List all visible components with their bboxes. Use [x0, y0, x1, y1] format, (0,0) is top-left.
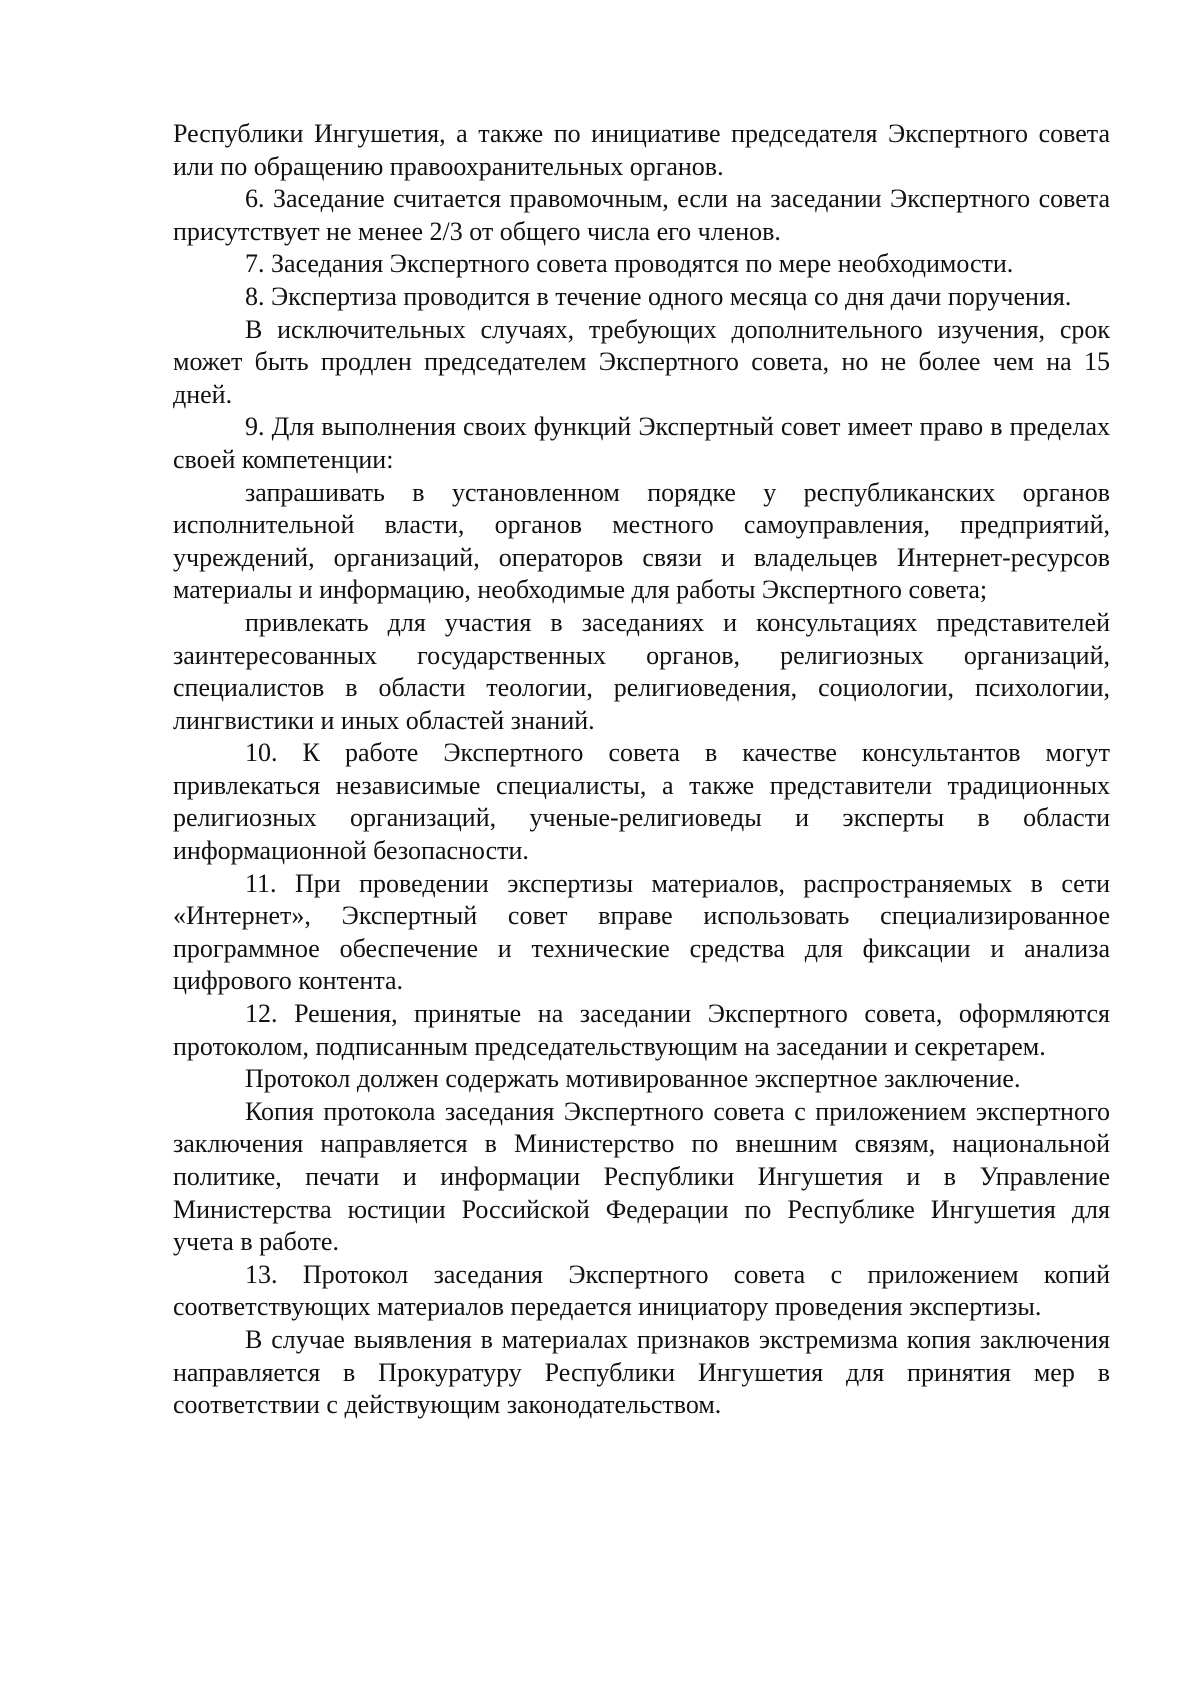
paragraph-item-8-extension: В исключительных случаях, требующих дополнительного изучения, срок может быть продлен председателем Экспертного совета, но не более чем на 15 дней.: [173, 314, 1110, 409]
paragraph-item-9: 9. Для выполнения своих функций Экспертный совет имеет право в пределах своей компетенции:: [173, 412, 1110, 474]
paragraph-item-6: 6. Заседание считается правомочным, если на заседании Экспертного совета присутствует не менее 2/3 от общего числа его членов.: [173, 184, 1110, 246]
paragraph-item-11: 11. При проведении экспертизы материалов, распространяемых в сети «Интернет», Экспертный совет вправе использовать специализированное программное обеспечение и технические средства для фиксации и анализа цифрового контента.: [173, 868, 1110, 996]
paragraph-item-8: 8. Экспертиза проводится в течение одного месяца со дня дачи поручения.: [245, 281, 1072, 311]
paragraph-extremism-case: В случае выявления в материалах признаков экстремизма копия заключения направляется в Прокуратуру Республики Ингушетия для принятия мер в соответствии с действующим законодательством.: [173, 1324, 1110, 1420]
paragraph-item-9-involve-right: привлекать для участия в заседаниях и консультациях представителей заинтересованных государственных органов, религиозных организаций, специалистов в области теологии, религиоведения, социологии, психологии, лингвистики и иных областей знаний.: [173, 607, 1110, 735]
paragraph-protocol-content: Протокол должен содержать мотивированное экспертное заключение.: [245, 1064, 1021, 1094]
paragraph-item-7: 7. Заседания Экспертного совета проводятся по мере необходимости.: [245, 249, 1014, 279]
paragraph-item-10: 10. К работе Экспертного совета в качестве консультантов могут привлекаться независимые специалисты, а также представители традиционных религиозных организаций, ученые-религиоведы и эксперты в области информационной безопасности.: [173, 738, 1110, 866]
paragraph-item-9-request-right: запрашивать в установленном порядке у республиканских органов исполнительной власти, органов местного самоуправления, предприятий, учреждений, организаций, операторов связи и владельцев Интернет-ресурсов материалы и информацию, необходимые для работы Экспертного совета;: [173, 477, 1110, 605]
paragraph-item-12: 12. Решения, принятые на заседании Экспертного совета, оформляются протоколом, подписанным председательствующим на заседании и секретарем.: [173, 999, 1110, 1061]
paragraph-protocol-copy: Копия протокола заседания Экспертного совета с приложением экспертного заключения направляется в Министерство по внешним связям, национальной политике, печати и информации Республики Ингушетия и в Управление Министерства юстиции Российской Федерации по Республике Ингушетия для учета в работе.: [173, 1096, 1110, 1257]
document-body: [173, 118, 1110, 1422]
paragraph-continuation: Республики Ингушетия, а также по инициативе председателя Экспертного совета или по обращению правоохранительных органов.: [173, 119, 1110, 181]
paragraph-item-13: 13. Протокол заседания Экспертного совета с приложением копий соответствующих материалов передается инициатору проведения экспертизы.: [173, 1259, 1110, 1322]
